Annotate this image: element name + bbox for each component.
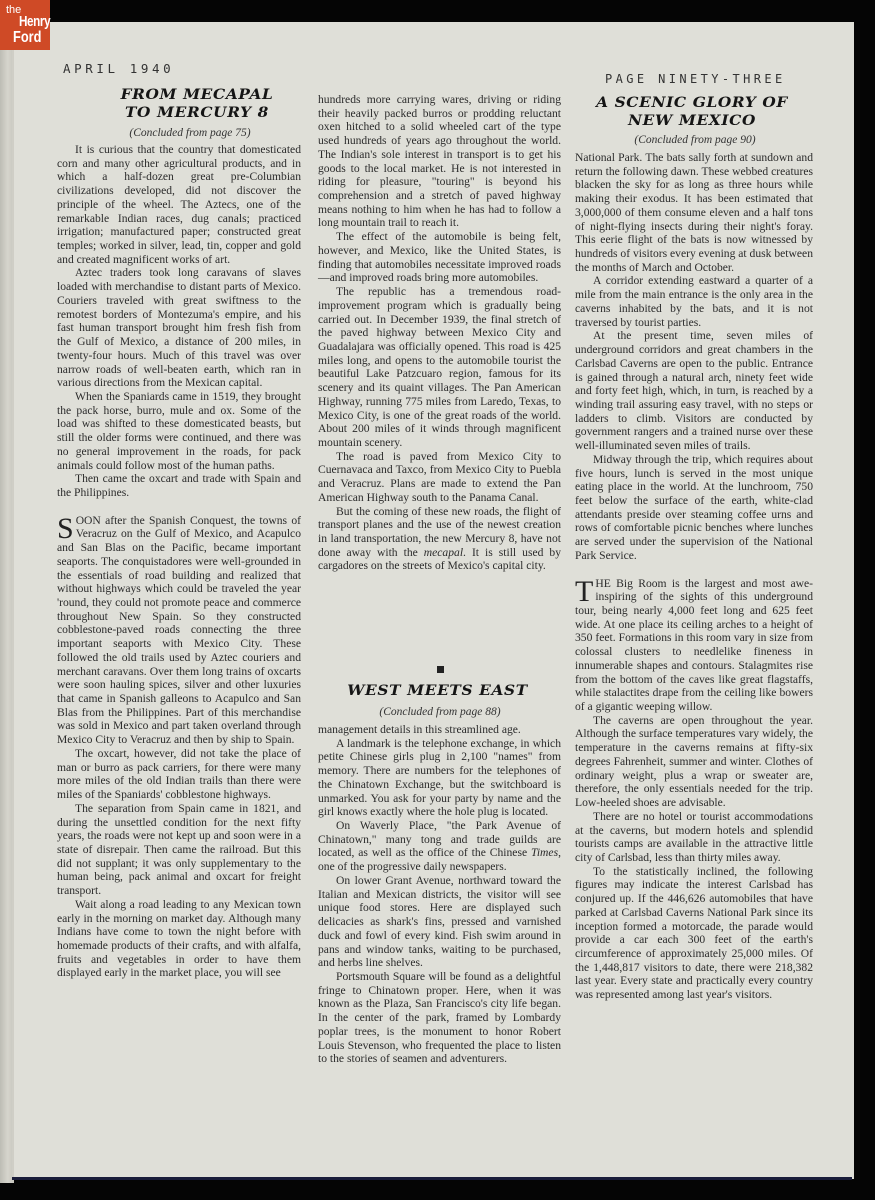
article-paragraph: On lower Grant Avenue, northward toward the Italian and Mexican districts, the visitor will see unique food stores. Here are displayed such delicacies as shark's fins, pressed and varnished duck and fowl of every kind. Fish swim around in pans and window tanks, waiting to be purchased, and herbs line shelves. — [318, 873, 561, 970]
henry-ford-logo — [0, 0, 50, 50]
paragraph-text: OON after the Spanish Conquest, the towns of Veracruz on the Gulf of Mexico, and Acapulco and San Blas on the Pacific, became important seaports. The conquistadores were well-grounded in the essentials of road building and realized that without highways which could be traveled the year 'round, they could not promote peace and commerce throughout New Spain. So they constructed cobblestone-paved roads connecting the three important seaports with Mexico City. These followed the old trails used by Aztec couriers and merchant caravans. Over them long trains of oxcarts were soon hauling spices, silver and other luxuries that came in Spanish galleons to Acapulco and San Blas from the Philippines. Part of this merchandise was sold in Mexico and part taken overland through Mexico City to Veracruz and then by ship to Spain. — [57, 513, 301, 747]
article-paragraph: The road is paved from Mexico City to Cuernavaca and Taxco, from Mexico City to Puebla and Veracruz. Plans are made to extend the Pan American Highway south to the Panama Canal. — [318, 449, 561, 504]
column-left — [57, 143, 301, 980]
headline-new-mexico — [584, 94, 800, 130]
concluded-note: (Concluded from page 90) — [634, 134, 756, 146]
paragraph-text: . It is still used by cargadores on the streets of Mexico's capital city. — [318, 545, 561, 573]
paragraph-text: On Waverly Place, "the Park Avenue of Chinatown," many tong and trade guilds are located, as well as the office of the Chinese — [318, 819, 561, 860]
column-middle — [318, 93, 561, 573]
article-paragraph: There are no hotel or tourist accommodations at the caverns, but modern hotels and splendid tourists camps are available in the attractive little city of Carlsbad, less than thirty miles away. — [575, 809, 813, 864]
article-paragraph: To the statistically inclined, the following figures may indicate the interest Carlsbad has conjured up. If the 446,626 automobiles that have parked at Carlsbad Caverns National Park since its inception formed a motorcade, the parade would provide a car each 300 feet of the earth's circumference of approximately 25,000 miles. Of the 1,448,817 visitors to date, there were 218,382 last year. Every state and practically every country was represented among last year's visitors. — [575, 864, 813, 1002]
article-paragraph: National Park. The bats sally forth at sundown and return the following dawn. These webbed creatures blacken the sky for as long as three hours while making their exodus. It has been estimated that 3,000,000 of them consume eleven and a half tons of night-flying insects during their night's foray. This eerie flight of the bats is now witnessed by hundreds of visitors every evening at dusk between the months of March and October. — [575, 151, 813, 274]
article-paragraph: management details in this streamlined age. — [318, 723, 521, 736]
article-paragraph: Portsmouth Square will be found as a delightful fringe to Chinatown proper. Here, when it was known as the Plaza, San Francisco's city life began. In the center of the park, framed by Lombardy poplar trees, is the monument to honor Robert Louis Stevenson, who frequented the place to listen to the stories of seamen and adventurers. — [318, 969, 561, 1066]
article-paragraph: The caverns are open throughout the year. Although the surface temperatures vary widely, the temperature in the caverns remains at fifty-six degrees Fahrenheit, summer and winter. Clothes of ordinary weight, plus a wrap or sweater are, therefore, the only essentials needed for the trip. Low-heeled shoes are advisable. — [575, 713, 813, 810]
article-paragraph: Aztec traders took long caravans of slaves loaded with merchandise to distant parts of Mexico. Couriers traveled with great swiftness to the remotest borders of Montezuma's empire, and his fast human transport brought him fresh fish from the Gulf of Mexico, a distance of 200 miles, in twenty-four hours. Much of this travel was over narrow roads of well-beaten earth, which ran in various directions from the Mexican capital. — [57, 266, 301, 390]
page-bottom-edge — [12, 1177, 852, 1180]
headline-mecapal — [89, 86, 305, 122]
article-paragraph: The separation from Spain came in 1821, and during the unsettled condition for the next fifty years, the roads were not kept up and soon were in a state of disrepair. Then came the railroad. But this did not supplant; it was only supplementary to the human being, pack animal and oxcart for freight transport. — [57, 801, 301, 898]
column-right — [575, 151, 813, 1002]
article-paragraph: Midway through the trip, which requires about five hours, lunch is served in the most unique eating place in the world. At the lunchroom, 750 feet below the surface of the earth, white-clad attendants preside over steaming coffee urns and rows of comfortable picnic benches where lunches are served under the supervision of the National Park Service. — [575, 452, 813, 562]
headline-line: NEW MEXICO — [628, 113, 756, 129]
drop-cap: S — [57, 511, 74, 545]
paragraph-text: HE Big Room is the largest and most awe-inspiring of the sights of this underground tour, being nearly 4,000 feet long and 625 feet wide. At one place its ceiling arches to a height of 350 feet. Formations in this room vary in size from colossal clusters to needlelike fineness in innumerable shapes and contours. Stalagmites rise from the bottom of the caves like great flagstaffs, while stalactites drape from the ceiling like bowers of a gigantic weeping willow. — [575, 576, 813, 714]
logo-henry: Henry — [19, 13, 51, 30]
article-paragraph: At the present time, seven miles of underground corridors and great chambers in the Carlsbad Caverns are open to the public. Entrance is gained through a natural arch, ninety feet wide and forty feet high, which, in turn, is reached by a winding trail assuring easy travel, with no steps or ladders to climb. Visitors are conducted by government rangers and a trained nurse over these well-illuminated seven miles of trails. — [575, 329, 813, 453]
paragraph-text: But the coming of these new roads, the flight of transport planes and the use of the newest creation in land transportation, the new Mercury 8, have not done away with the — [318, 504, 561, 559]
article-paragraph — [318, 819, 561, 874]
section-divider-square — [437, 666, 444, 673]
article-paragraph-dropcap — [57, 511, 301, 747]
article-paragraph: The republic has a tremendous road-improvement program which is gradually being carried out. In December 1939, the final stretch of the paved highway between Mexico City and Guadalajara was officially opened. This road is 425 miles long, and opens to the automobile tourist the beautiful Lake Patzcuaro region, famous for its scenery and its quaint villages. The Pan American Highway, running 775 miles from Laredo, Texas, to Mexico City, is one of the great roads of the world. About 200 miles of it winds through magnificent mountain scenery. — [318, 285, 561, 449]
running-header-date: APRIL 1940 — [63, 61, 175, 76]
headline-line: FROM MECAPAL — [120, 87, 274, 103]
article-paragraph: hundreds more carrying wares, driving or riding their heavily packed burros or prodding reluctant oxen hitched to a solid wheeled cart of the type used hundreds of years ago throughout the world. The Indian's sole interest in transport is to get his goods to the local market. He is not interested in riding for pleasure, "touring" is beyond his comprehension and a stretch of paved highway means nothing to him when he has had to follow a long mountain trail to reach it. — [318, 93, 561, 230]
section-gap — [57, 500, 301, 514]
headline-west-meets-east: WEST MEETS EAST — [347, 683, 528, 699]
article-paragraph: The effect of the automobile is being felt, however, and Mexico, like the United States, is finding that automobiles necessitate improved roads—and improved roads bring more automobiles. — [318, 230, 561, 285]
italic-word: mecapal — [423, 545, 464, 559]
article-paragraph — [318, 505, 561, 574]
logo-the: the — [6, 4, 22, 16]
column-middle-west-meets-east — [318, 723, 561, 1066]
article-paragraph: Wait along a road leading to any Mexican town early in the morning on market day. Although many Indians have come to town the night before with homemade products of their crafts, and with alfalfa, fruits and vegetables in order to have them displayed early in the market place, you will see — [57, 897, 301, 980]
article-paragraph: When the Spaniards came in 1519, they brought the pack horse, burro, mule and ox. Some of the load was shifted to these domesticated beasts, but still the older forms were continued, and there was no general improvement in the roads, for pack animals could follow most of the human paths. — [57, 389, 301, 472]
article-paragraph: Then came the oxcart and trade with Spain and the Philippines. — [57, 472, 301, 499]
running-header-page-number: PAGE NINETY-THREE — [605, 72, 786, 86]
article-paragraph: The oxcart, however, did not take the place of man or burro as pack carriers, for there were many more miles of the old Indian trails than there were miles of the Spaniards' cobblestone highways. — [57, 746, 301, 802]
article-paragraph: It is curious that the country that domesticated corn and many other agricultural products, and in which a half-dozen great pre-Columbian civilizations developed, did not discover the principle of the wheel. The Aztecs, one of the remarkable Indian races, dug canals; practiced irrigation; manufactured paper; constructed great temples; worked in silver, lead, tin, copper and gold and created magnificent works of art. — [57, 143, 301, 266]
article-paragraph: A corridor extending eastward a quarter of a mile from the main entrance is the only area in the caverns inhabited by the bats, and it is not traversed by tourist parties. — [575, 274, 813, 329]
paragraph-text: , one of the progressive daily newspapers. — [318, 846, 561, 874]
drop-cap: T — [575, 574, 594, 608]
concluded-note: (Concluded from page 88) — [379, 706, 501, 718]
article-paragraph-dropcap — [575, 574, 813, 714]
headline-line: A SCENIC GLORY OF — [596, 95, 788, 111]
logo-ford: Ford — [13, 29, 42, 46]
section-gap — [575, 563, 813, 577]
concluded-note: (Concluded from page 75) — [129, 127, 251, 139]
italic-word: Times — [531, 846, 559, 860]
headline-line: TO MERCURY 8 — [124, 105, 269, 121]
article-paragraph: A landmark is the telephone exchange, in which petite Chinese girls plug in 2,100 "names" from memory. There are numbers for the telephones of the Chinatown Exchange, but the switchboard is unmarked. You ask for your party by name and the girl knows exactly where the hole plug is located. — [318, 736, 561, 819]
